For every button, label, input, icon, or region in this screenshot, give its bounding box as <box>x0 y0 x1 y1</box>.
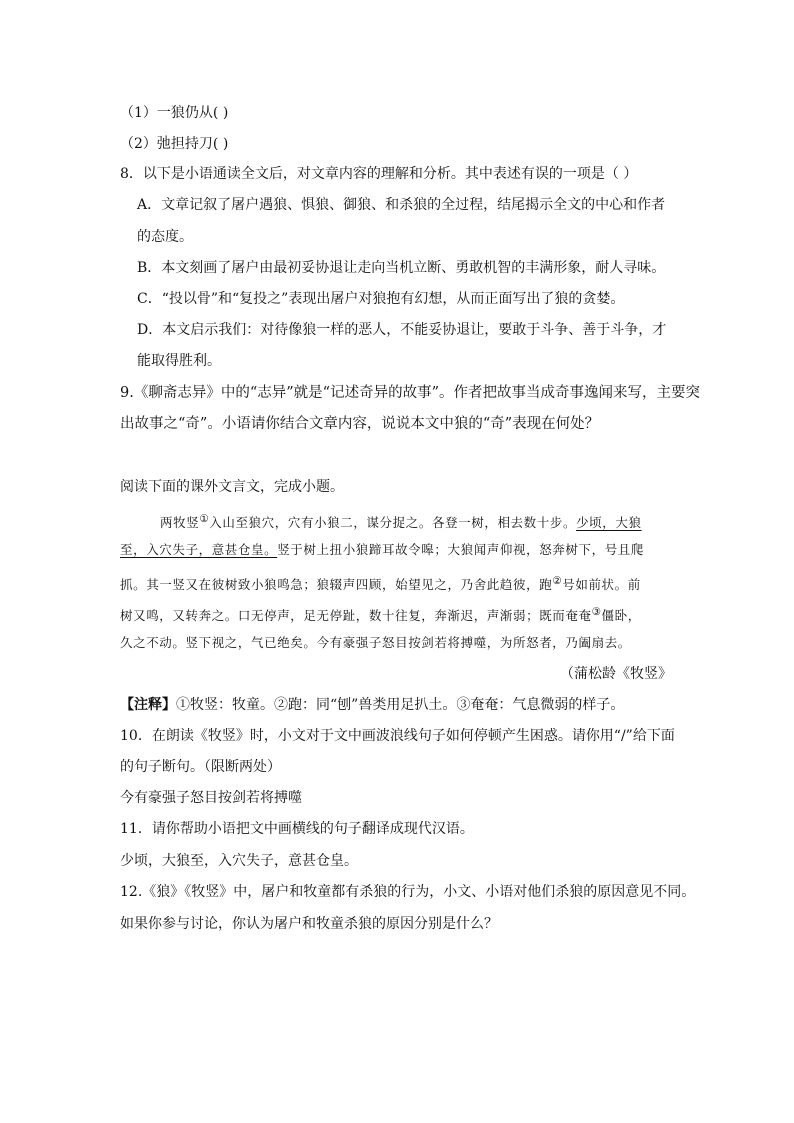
passage-line-4 <box>120 602 641 626</box>
notes <box>120 695 624 715</box>
q10-line-2: 的句子断句。（限断两处） <box>120 759 281 775</box>
footnote-mark-2: ② <box>552 575 563 587</box>
q8-option-d-cont: 能取得胜利。 <box>137 353 221 369</box>
section-intro: 阅读下面的课外文言文，完成小题。 <box>120 479 344 495</box>
passage-text: 僵卧， <box>601 608 641 624</box>
q11-stem: 11．请你帮助小语把文中画横线的句子翻译成现代汉语。 <box>120 821 474 837</box>
passage-text: 抓。其一竖又在彼树致小狼鸣急；狼辍声四顾，始望见之，乃舍此趋彼，跑 <box>120 577 553 593</box>
q12-line-1: 12.《狼》《牧竖》中，屠户和牧童都有杀狼的行为，小文、小语对他们杀狼的原因意见不同。 <box>120 884 696 900</box>
q8-option-d: D．本文启示我们：对待像狼一样的恶人，不能妥协退让，要敢于斗争、善于斗争，才 <box>137 322 667 338</box>
q8-option-a-cont: 的态度。 <box>137 229 193 245</box>
passage-line-2 <box>120 540 644 560</box>
passage-text: 树又鸣，又转奔之。口无停声，足无停趾，数十往复，奔渐迟，声渐弱；既而奄奄 <box>120 608 592 624</box>
underlined-sentence-part: 少顷，大狼 <box>576 515 642 531</box>
q8-option-a: A．文章记叙了屠户遇狼、惧狼、御狼、和杀狼的全过程，结尾揭示全文的中心和作者 <box>137 197 666 213</box>
passage-line-1 <box>160 509 642 533</box>
q9-line-1: 9.《聊斋志异》中的“志异”就是“记述奇异的故事”。作者把故事当成奇事逸闻来写，主要突 <box>120 385 700 401</box>
q10-line-1: 10．在朗读《牧竖》时，小文对于文中画波浪线句子如何停顿产生困惑。请你用“/”给下面 <box>120 728 675 744</box>
footnote-mark-3: ③ <box>591 606 602 618</box>
passage-text: 号如前状。前 <box>562 577 641 593</box>
q8-stem: 8．以下是小语通读全文后，对文章内容的理解和分析。其中表述有误的一项是（ ） <box>120 166 638 182</box>
footnote-mark-1: ① <box>199 513 210 525</box>
q10-sentence: 今有豪强子怒目按剑若将搏噬 <box>120 790 302 806</box>
q7-item-2: （2）弛担持刀( ) <box>120 136 229 152</box>
q9-line-2: 出故事之“奇”。小语请你结合文章内容，说说本文中狼的“奇”表现在何处？ <box>120 416 600 432</box>
notes-label: 【注释】 <box>120 697 176 713</box>
underlined-sentence-part: 至，入穴失子，意甚仓皇。 <box>120 542 278 557</box>
passage-text: 入山至狼穴，穴有小狼二，谋分捉之。各登一树，相去数十步。 <box>209 515 577 531</box>
passage-text: 两牧竖 <box>160 515 200 531</box>
passage-source: （蒲松龄《牧竖》 <box>560 666 672 682</box>
notes-text: ①牧竖：牧童。②跑：同“刨”兽类用足扒土。③奄奄：气息微弱的样子。 <box>176 697 625 713</box>
passage-text: 竖于树上扭小狼蹄耳故令嗥；大狼闻声仰视，怒奔树下，号且爬 <box>277 542 645 557</box>
passage-line-5: 久之不动。竖下视之，气已绝矣。今有豪强子怒目按剑若将搏噬，为所怒者，乃阖扇去。 <box>120 635 631 650</box>
q8-option-c: C．“投以骨”和“复投之”表现出屠户对狼抱有幻想，从而正面写出了狼的贪婪。 <box>137 291 625 307</box>
q11-sentence: 少顷，大狼至，入穴失子，意甚仓皇。 <box>120 853 358 869</box>
passage-line-3 <box>120 571 641 595</box>
q12-line-2: 如果你参与讨论，你认为屠户和牧童杀狼的原因分别是什么？ <box>120 916 498 932</box>
q8-option-b: B．本文刻画了屠户由最初妥协退让走向当机立断、勇敢机智的丰满形象，耐人寻味。 <box>137 260 666 276</box>
q7-item-1: （1）一狼仍从( ) <box>120 105 229 121</box>
